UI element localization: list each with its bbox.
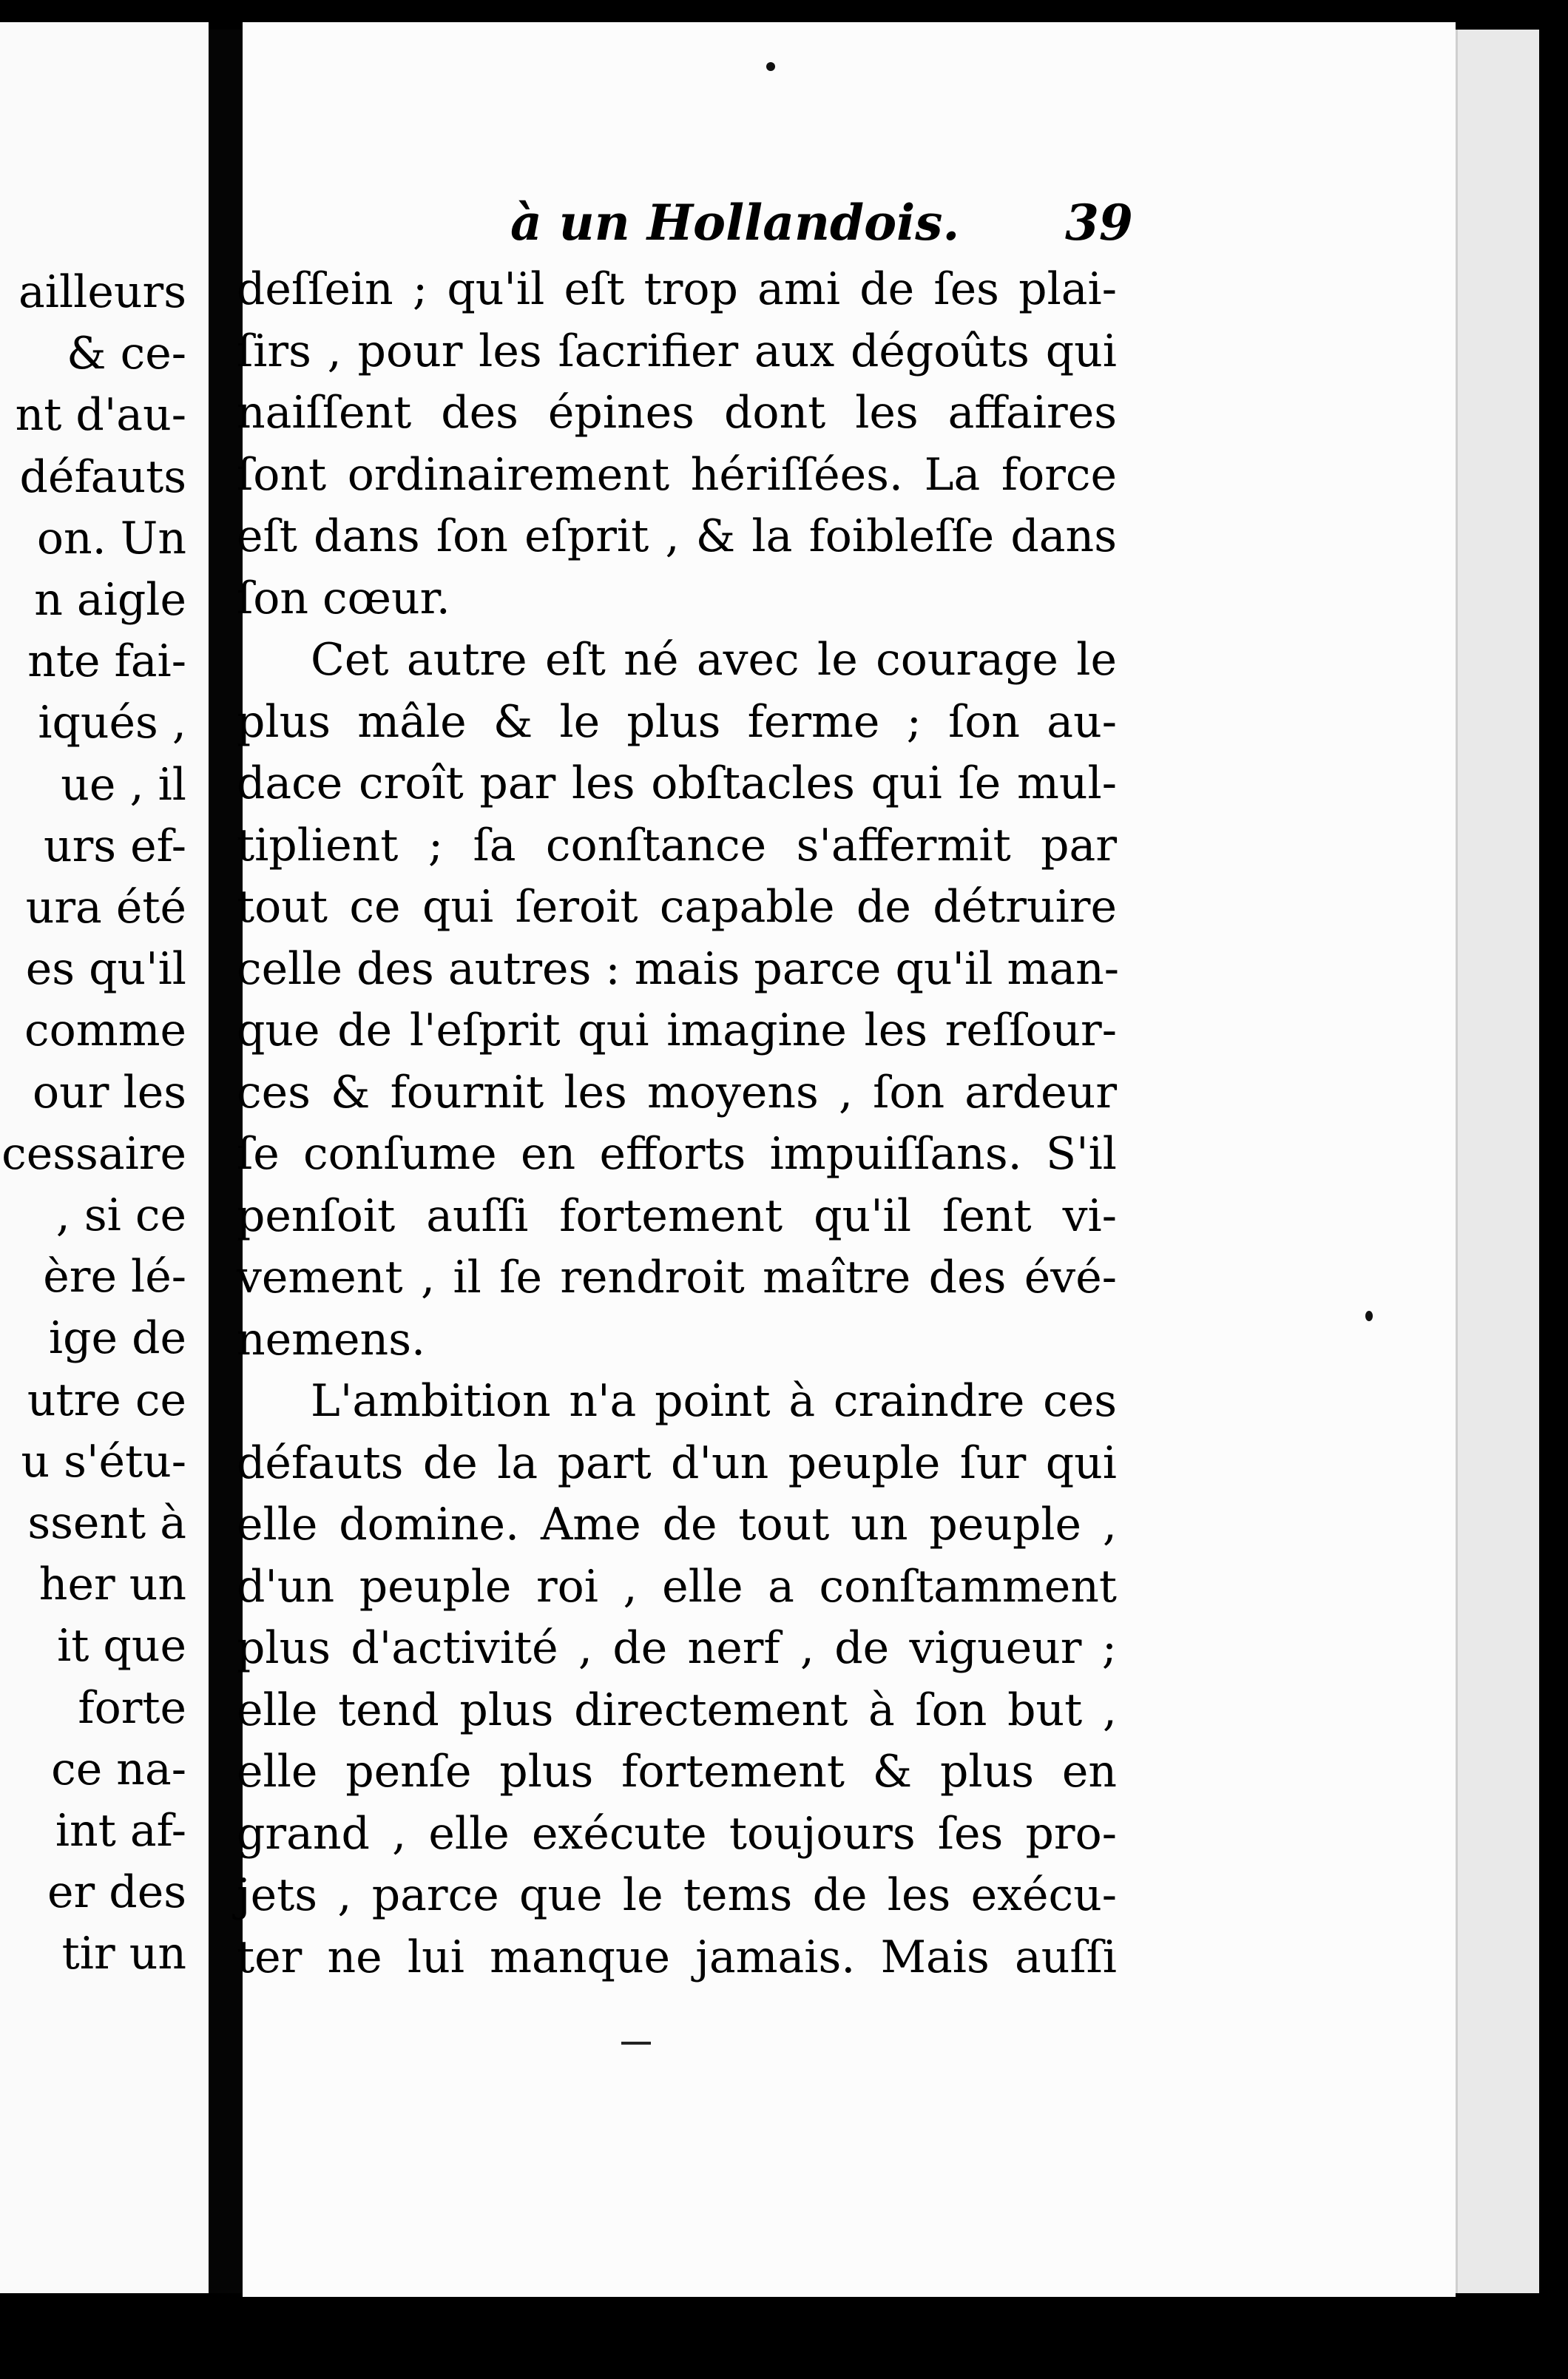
ink-speck: [1365, 1311, 1373, 1321]
facing-page-text-fragment: comme: [24, 1005, 186, 1057]
facing-page-text-fragment: iqués ,: [38, 697, 186, 749]
facing-page-text-fragment: nt d'au-: [15, 389, 186, 442]
printer-mark: [621, 2042, 651, 2045]
facing-page-text-fragment: on. Un: [36, 512, 186, 564]
facing-page-text-fragment: es qu'il: [25, 943, 186, 996]
text-line: tiplient ; ſa conſtance s'affermit par: [237, 819, 1117, 871]
facing-page-text-fragment: ailleurs: [18, 266, 186, 318]
text-line: naiſſent des épines dont les affaires: [237, 387, 1117, 439]
facing-page-text-fragment: ura été: [25, 882, 186, 934]
facing-page-text-fragment: er des: [47, 1866, 186, 1919]
text-line: eſt dans ſon eſprit , & la foibleſſe dans: [237, 510, 1117, 562]
text-line: d'un peuple roi , elle a conſtamment: [237, 1560, 1117, 1613]
facing-page-text-fragment: ce na-: [51, 1743, 186, 1795]
facing-page-text-fragment: ige de: [48, 1312, 186, 1365]
facing-page-text-fragment: tir un: [61, 1928, 186, 1980]
text-line: ſe conſume en efforts impuiſſans. S'il: [237, 1128, 1117, 1180]
text-line: Cet autre eſt né avec le courage le: [311, 634, 1117, 686]
facing-page-text-fragment: ue , il: [61, 758, 186, 811]
text-line: que de l'eſprit qui imagine les reſſour-: [237, 1005, 1117, 1056]
facing-page-text-fragment: & ce-: [67, 328, 186, 380]
text-line: dace croît par les obſtacles qui ſe mul-: [237, 757, 1117, 809]
facing-page-text-fragment: ère lé-: [43, 1251, 186, 1303]
text-line: elle tend plus directement à ſon but ,: [237, 1684, 1117, 1736]
text-line: jets , parce que le tems de les exécu-: [237, 1869, 1117, 1921]
text-line: grand , elle exécute toujours ſes pro-: [237, 1807, 1117, 1860]
text-line: ſont ordinairement hériſſées. La force: [237, 448, 1117, 501]
text-line: elle domine. Ame de tout un peuple ,: [237, 1499, 1117, 1550]
facing-page: [0, 22, 209, 2293]
facing-page-text-fragment: cessaire: [1, 1127, 186, 1180]
text-line: vement , il ſe rendroit maître des évé-: [237, 1252, 1117, 1303]
facing-page-text-fragment: nte fai-: [27, 635, 186, 688]
text-line: défauts de la part d'un peuple ſur qui: [237, 1437, 1117, 1489]
facing-page-text-fragment: urs ef-: [43, 820, 186, 872]
page-number: 39: [1065, 194, 1133, 252]
text-line: ces & fournit les moyens , ſon ardeur: [237, 1066, 1117, 1118]
text-line: plus d'activité , de nerf , de vigueur ;: [237, 1622, 1117, 1674]
text-line: L'ambition n'a point à craindre ces: [311, 1375, 1117, 1427]
text-line: nemens.: [237, 1313, 426, 1366]
text-line: ſirs , pour les ſacrifier aux dégoûts qui: [237, 325, 1117, 377]
text-line: ter ne lui manque jamais. Mais auſſi: [237, 1931, 1117, 1983]
facing-page-text-fragment: ssent à: [27, 1497, 186, 1549]
facing-page-text-fragment: u s'étu-: [21, 1435, 186, 1488]
facing-page-text-fragment: , si ce: [55, 1190, 186, 1241]
facing-page-text-fragment: forte: [78, 1681, 186, 1734]
text-line: plus mâle & le plus ferme ; ſon au-: [237, 695, 1117, 748]
facing-page-text-fragment: our les: [32, 1066, 186, 1118]
facing-page-text-fragment: n aigle: [34, 574, 186, 626]
facing-page-text-fragment: int af-: [55, 1805, 186, 1857]
text-line: celle des autres : mais parce qu'il man-: [237, 942, 1120, 995]
text-line: penſoit auſſi fortement qu'il ſent vi-: [237, 1190, 1117, 1242]
facing-page-text-fragment: utre ce: [27, 1374, 186, 1426]
text-line: ſon cœur.: [237, 572, 450, 624]
page-edge: [1456, 30, 1539, 2293]
facing-page-text-fragment: it que: [57, 1620, 186, 1673]
text-line: elle penſe plus fortement & plus en: [237, 1746, 1117, 1798]
facing-page-text-fragment: her un: [38, 1559, 186, 1611]
text-line: deſſein ; qu'il eſt trop ami de ſes plai-: [237, 263, 1117, 315]
facing-page-text-fragment: défauts: [19, 451, 186, 503]
ink-speck: [766, 62, 775, 71]
running-head: à un Hollandois.: [510, 194, 960, 252]
body-text: [237, 259, 1120, 1988]
text-line: tout ce qui ſeroit capable de détruire: [237, 881, 1117, 933]
